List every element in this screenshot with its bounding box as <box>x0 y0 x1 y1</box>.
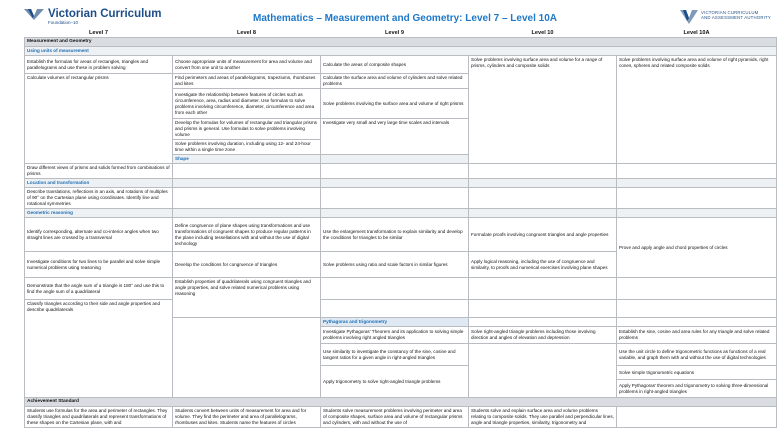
empty-cell <box>173 209 321 218</box>
table-row <box>25 56 777 74</box>
empty-cell <box>617 188 777 209</box>
cell: Develop the formulas for volumes of rectangular and triangular prisms and prisms in general. Use formulas to solve problems involving volume <box>173 119 321 140</box>
vcaa-line-2: AND ASSESSMENT AUTHORITY <box>701 15 771 21</box>
cell: Identify corresponding, alternate and co-interior angles when two straight lines are crossed by a transversal <box>25 218 173 252</box>
page-header <box>0 0 784 33</box>
cell: Classify triangles according to their side and angle properties and describe quadrilaterals <box>25 300 173 398</box>
empty-cell <box>617 179 777 188</box>
cell: Prove and apply angle and chord properties of circles <box>617 218 777 278</box>
section-row <box>25 209 777 218</box>
vcaa-line-1: VICTORIAN CURRICULUM <box>701 10 759 15</box>
cell: Students solve measurement problems involving perimeter and area of composite shapes, surface area and volume of rectangular prisms and cylinders, with and without the use of <box>321 407 469 428</box>
section-row <box>25 47 777 56</box>
cell: Investigate conditions for two lines to be parallel and solve simple numerical problems using reasoning <box>25 252 173 278</box>
empty-cell <box>469 344 617 398</box>
curriculum-table <box>24 30 777 428</box>
empty-cell <box>617 300 777 318</box>
empty-cell <box>617 164 777 179</box>
empty-cell <box>617 278 777 300</box>
empty-cell <box>321 155 469 164</box>
table-row <box>25 164 777 179</box>
cell: Solve problems involving the surface area and volume of right prisms <box>321 89 469 119</box>
cell: Solve problems using ratio and scale factors in similar figures <box>321 252 469 278</box>
cell: Use the unit circle to define trigonometric functions as functions of a real variable, and graph them with and without the use of digital technologies <box>617 344 777 366</box>
cell: Investigate Pythagoras' Theorem and its application to solving simple problems involving right angled triangles <box>321 327 469 344</box>
page-title: Mathematics – Measurement and Geometry: Level 7 – Level 10A <box>252 13 557 24</box>
vc-logo-icon <box>24 9 44 20</box>
empty-cell <box>469 278 617 300</box>
cell: Calculate volumes of rectangular prisms <box>25 74 173 164</box>
cell: Students convert between units of measurement for area and for volume. They find the perimeter and area of parallelograms, rhombuses and kites. Students name the features of circles <box>173 407 321 428</box>
level-header-row <box>25 30 777 38</box>
cell: Use similarity to investigate the constancy of the sine, cosine and tangent ratios for a given angle in right-angled triangles <box>321 344 469 366</box>
empty-cell <box>617 407 777 428</box>
cell: Use the enlargement transformation to explain similarity and develop the conditions for triangles to be similar <box>321 218 469 252</box>
empty-cell <box>321 278 469 300</box>
cell: Calculate the areas of composite shapes <box>321 56 469 74</box>
section-heading-location: Location and transformation <box>25 179 173 188</box>
cell: Students use formulas for the area and perimeter of rectangles. They classify triangles and quadrilaterals and represent transformations of these shapes on the Cartesian plane, with and <box>25 407 173 428</box>
achievement-row <box>25 398 777 407</box>
empty-cell <box>321 188 469 209</box>
cell: Apply Pythagoras' theorem and trigonometry to solving three-dimensional problems in right-angled triangles <box>617 380 777 398</box>
section-heading-pythagoras: Pythagoras and trigonometry <box>321 318 469 327</box>
cell: Apply trigonometry to solve right-angled triangle problems <box>321 366 469 398</box>
level-10a-header: Level 10A <box>683 30 710 36</box>
cell: Solve problems involving surface area and volume for a range of prisms, cylinders and composite solids <box>469 56 617 164</box>
table-row <box>25 300 777 318</box>
table-row <box>25 407 777 428</box>
empty-cell <box>173 164 321 179</box>
empty-cell <box>617 318 777 327</box>
cell: Solve problems involving duration, including using 12- and 24-hour time within a single time zone <box>173 140 321 155</box>
cell: Choose appropriate units of measurement for area and volume and convert from one unit to another <box>173 56 321 74</box>
cell: Develop the conditions for congruence of triangles <box>173 252 321 278</box>
cell: Establish the sine, cosine and area rules for any triangle and solve related problems <box>617 327 777 344</box>
victorian-curriculum-logo <box>24 8 162 25</box>
section-heading-measurement: Using units of measurement <box>25 47 777 56</box>
cell: Establish properties of quadrilaterals using congruent triangles and angle properties, and solve related numerical problems using reasoning <box>173 278 321 318</box>
cell: Draw different views of prisms and solids formed from combinations of prisms <box>25 164 173 179</box>
empty-cell <box>321 300 469 318</box>
cell: Solve simple trigonometric equations <box>617 366 777 380</box>
section-row <box>25 179 777 188</box>
section-heading-shape: Shape <box>173 155 321 164</box>
empty-cell <box>173 318 321 398</box>
cell: Solve right-angled triangle problems including those involving direction and angles of elevation and depression <box>469 327 617 344</box>
empty-cell <box>469 209 617 218</box>
table-row <box>25 188 777 209</box>
empty-cell <box>321 209 469 218</box>
empty-cell <box>469 164 617 179</box>
cell: Solve problems involving surface area and volume of right pyramids, right cones, spheres and related composite solids <box>617 56 777 164</box>
cell: Establish the formulas for areas of rectangles, triangles and parallelograms and use these in problem solving <box>25 56 173 74</box>
section-heading-geometric: Geometric reasoning <box>25 209 173 218</box>
empty-cell <box>321 164 469 179</box>
logo-title: Victorian Curriculum <box>48 8 162 20</box>
strand-heading: Measurement and Geometry <box>25 38 777 47</box>
cell: Calculate the surface area and volume of cylinders and solve related problems <box>321 74 469 89</box>
level-7-header: Level 7 <box>89 30 108 36</box>
cell: Find perimeters and areas of parallelograms, trapeziums, rhombuses and kites <box>173 74 321 89</box>
empty-cell <box>321 179 469 188</box>
empty-cell <box>173 188 321 209</box>
vcaa-logo-icon <box>680 10 698 24</box>
cell: Apply logical reasoning, including the use of congruence and similarity, to proofs and numerical exercises involving plane shapes <box>469 252 617 278</box>
cell: Formulate proofs involving congruent triangles and angle properties <box>469 218 617 252</box>
empty-cell <box>469 318 617 327</box>
cell: Investigate very small and very large time scales and intervals <box>321 119 469 155</box>
logo-subtitle: Foundation–10 <box>48 20 79 25</box>
vcaa-logo <box>680 10 771 24</box>
level-9-header: Level 9 <box>385 30 404 36</box>
table-row <box>25 218 777 252</box>
cell: Students solve and explain surface area and volume problems relating to composite solids. They use parallel and perpendicular lines, angle and triangle properties, similarity, trigonometry and <box>469 407 617 428</box>
cell: Investigate the relationship between features of circles such as circumference, area, radius and diameter. Use formulas to solve problems involving circumference, diameter, circumference and area from each other <box>173 89 321 119</box>
empty-cell <box>469 188 617 209</box>
table-row <box>25 278 777 300</box>
level-8-header: Level 8 <box>237 30 256 36</box>
strand-row <box>25 38 777 47</box>
level-10-header: Level 10 <box>531 30 554 36</box>
achievement-heading: Achievement Standard <box>25 398 777 407</box>
cell: Demonstrate that the angle sum of a triangle is 180° and use this to find the angle sum of a quadrilateral <box>25 278 173 300</box>
empty-cell <box>469 179 617 188</box>
cell: Describe translations, reflections in an axis, and rotations of multiples of 90° on the Cartesian plane using coordinates. Identify line and rotational symmetries <box>25 188 173 209</box>
empty-cell <box>173 179 321 188</box>
empty-cell <box>617 209 777 218</box>
empty-cell <box>469 300 617 318</box>
cell: Define congruence of plane shapes using transformations and use transformations of congruent shapes to produce regular patterns in the plane including tessellations with and without the use of digital technology <box>173 218 321 252</box>
